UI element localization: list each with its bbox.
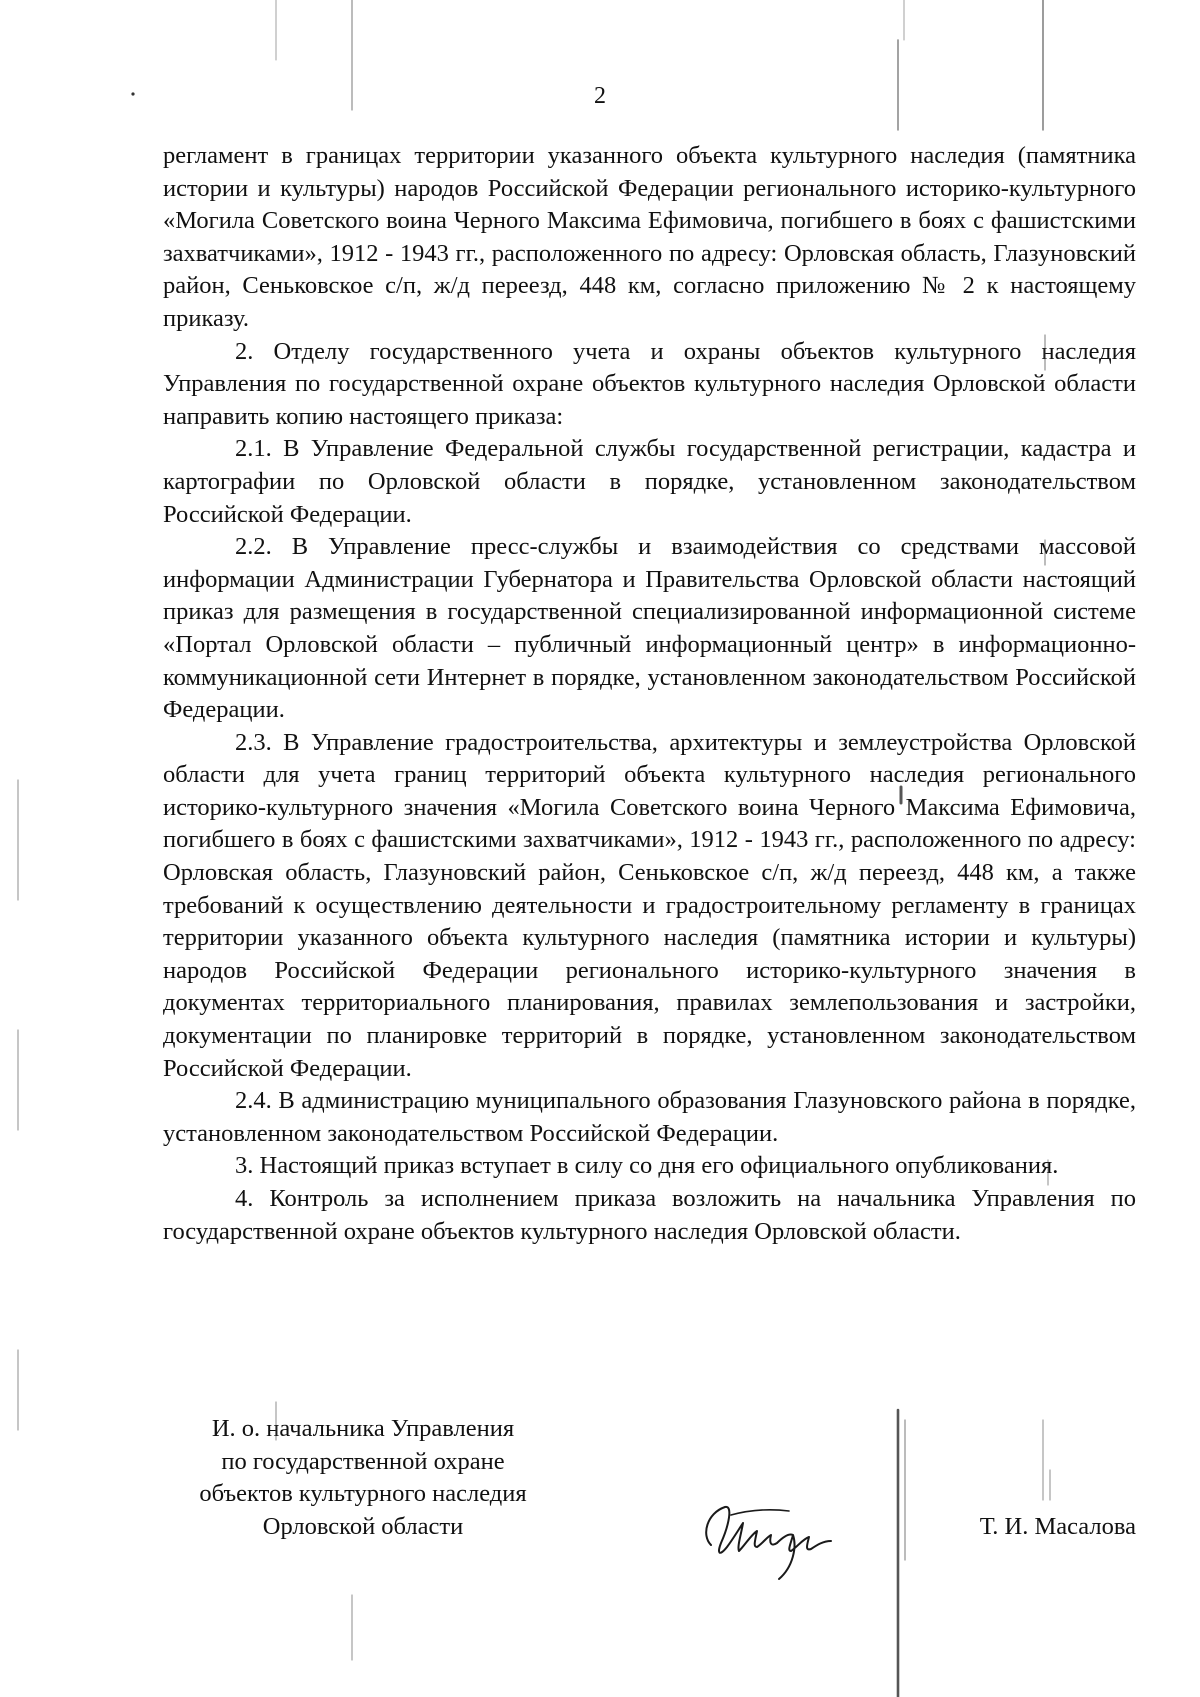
paragraph-item-2-3: 2.3. В Управление градостроительства, архитектуры и землеустройства Орловской области для учета границ территорий объекта культурного наследия регионального историко-культурного значения «Могила Советского воина Черного Максима Ефимовича, погибшего в боях с фашистскими захватчиками», 1912 - 1943 гг., расположенного по адресу: Орловская область, Глазуновский район, Сеньковское с/п, ж/д переезд, 448 км, а также требований к осуществлению деятельности и градостроительному регламенту в границах территории указанного объекта культурного наследия (памятника истории и культуры) народов Российской Федерации регионального историко-культурного значения в документах территориального планирования, правилах землепользования и застройки, документации по планировке территорий в порядке, установленном законодательством Российской Федерации. (163, 728, 1136, 1082)
signatory-position-line: Орловской области (262, 1512, 464, 1540)
signatory-position-line: И. о. начальника Управления (211, 1415, 515, 1442)
signature-block (163, 1413, 1136, 1563)
paragraph-item-2-1: 2.1. В Управление Федеральной службы государственной регистрации, кадастра и картографии по Орловской области в порядке, установленном законодательством Российской Федерации. (163, 435, 1136, 528)
paragraph-item-2-2: 2.2. В Управление пресс-службы и взаимодействия со средствами массовой информации Администрации Губернатора и Правительства Орловской области настоящий приказ для размещения в государственной специализированной информационной системе «Портал Орловской области – публичный информационный центр» в информационно-коммуникационной сети Интернет в порядке, установленном законодательством Российской Федерации. (163, 533, 1136, 724)
signatory-position-line: по государственной охране (221, 1447, 505, 1475)
paragraph-regulation-continuation: регламент в границах территории указанного объекта культурного наследия (памятника истории и культуры) народов Российской Федерации регионального историко-культурного «Могила Советского воина Черного Максима Ефимовича, погибшего в боях с фашистскими захватчиками», 1912 - 1943 гг., расположенного по адресу: Орловская область, Глазуновский район, Сеньковское с/п, ж/д переезд, 448 км, согласно приложению № 2 к настоящему приказу. (163, 142, 1136, 332)
paragraph-item-4: 4. Контроль за исполнением приказа возложить на начальника Управления по государственной охране объектов культурного наследия Орловской области. (163, 1185, 1136, 1245)
signatory-position (163, 1413, 563, 1543)
page-number: 2 (594, 83, 606, 109)
document-body (163, 140, 1136, 1248)
signatory-position-line: объектов культурного наследия (199, 1480, 527, 1508)
paragraph-item-3: 3. Настоящий приказ вступает в силу со дня его официального опубликования. (235, 1152, 1059, 1180)
paragraph-item-2-4: 2.4. В администрацию муниципального образования Глазуновского района в порядке, установленном законодательством Российской Федерации. (163, 1087, 1136, 1147)
signatory-name: Т. И. Масалова (979, 1513, 1136, 1540)
handwritten-signature (693, 1485, 863, 1585)
paragraph-item-2: 2. Отделу государственного учета и охраны объектов культурного наследия Управления по государственной охране объектов культурного наследия Орловской области направить копию настоящего приказа: (163, 337, 1136, 430)
